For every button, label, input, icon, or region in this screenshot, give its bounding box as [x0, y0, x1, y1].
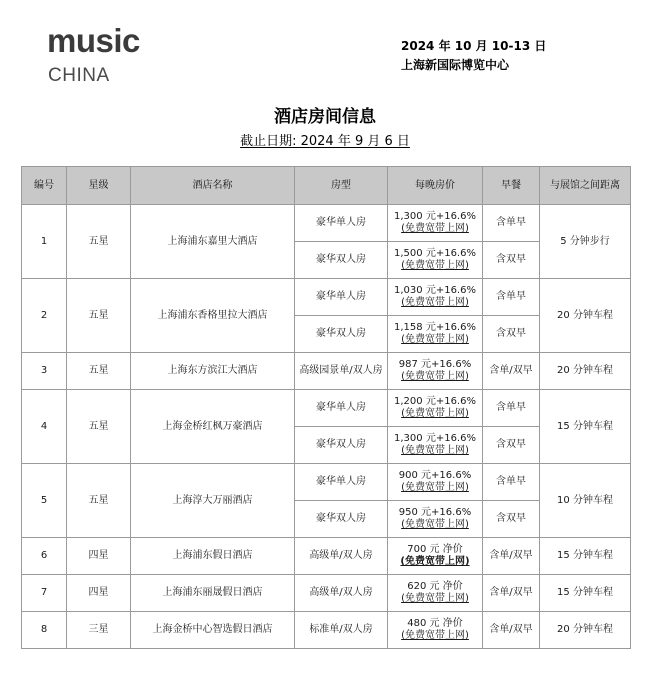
price-amount: 950 元+16.6% — [398, 507, 472, 518]
breakfast-cell: 含双早 — [483, 427, 540, 464]
hotel-id-cell: 8 — [22, 612, 67, 649]
hotel-name-cell: 上海金桥红枫万豪酒店 — [131, 390, 295, 464]
event-date: 2024 年 10 月 10-13 日 — [401, 39, 547, 53]
column-header-stars: 星级 — [67, 167, 131, 205]
table-row — [22, 390, 631, 427]
column-header-price: 每晚房价 — [388, 167, 483, 205]
table-row — [22, 612, 631, 649]
price-amount: 700 元 净价 — [407, 544, 463, 555]
room-price-cell — [388, 427, 483, 464]
room-type-cell: 豪华单人房 — [295, 390, 388, 427]
room-price-cell — [388, 501, 483, 538]
room-price-cell — [388, 612, 483, 649]
deadline-label: 截止日期: 2024 年 9 月 6 日 — [240, 134, 410, 149]
breakfast-cell: 含双早 — [483, 316, 540, 353]
deadline-text — [0, 133, 650, 151]
hotel-stars-cell: 五星 — [67, 390, 131, 464]
free-broadband-note: (免费宽带上网) — [401, 371, 469, 382]
column-header-distance: 与展馆之间距离 — [540, 167, 631, 205]
page-title: 酒店房间信息 — [274, 107, 376, 127]
column-header-breakfast: 早餐 — [483, 167, 540, 205]
table-row — [22, 353, 631, 390]
distance-cell: 5 分钟步行 — [540, 205, 631, 279]
room-price-cell — [388, 353, 483, 390]
hotel-name-cell: 上海浦东嘉里大酒店 — [131, 205, 295, 279]
room-type-cell: 豪华双人房 — [295, 427, 388, 464]
free-broadband-note: (免费宽带上网) — [401, 593, 469, 604]
free-broadband-note: (免费宽带上网) — [401, 334, 469, 345]
hotel-stars-cell: 五星 — [67, 353, 131, 390]
price-amount: 1,500 元+16.6% — [394, 248, 476, 259]
room-price-cell — [388, 575, 483, 612]
hotel-stars-cell: 五星 — [67, 279, 131, 353]
free-broadband-note: (免费宽带上网) — [401, 408, 469, 419]
room-type-cell: 豪华双人房 — [295, 242, 388, 279]
hotel-name-cell: 上海浦东丽晟假日酒店 — [131, 575, 295, 612]
breakfast-cell: 含单/双早 — [483, 575, 540, 612]
free-broadband-note: (免费宽带上网) — [401, 223, 469, 234]
hotel-name-cell: 上海淳大万丽酒店 — [131, 464, 295, 538]
room-price-cell — [388, 538, 483, 575]
price-amount: 1,300 元+16.6% — [394, 433, 476, 444]
table-row — [22, 538, 631, 575]
room-price-cell — [388, 242, 483, 279]
breakfast-cell: 含双早 — [483, 501, 540, 538]
distance-cell: 15 分钟车程 — [540, 575, 631, 612]
hotel-id-cell: 7 — [22, 575, 67, 612]
distance-cell: 20 分钟车程 — [540, 353, 631, 390]
price-amount: 1,300 元+16.6% — [394, 211, 476, 222]
room-type-cell: 豪华双人房 — [295, 316, 388, 353]
hotel-stars-cell: 五星 — [67, 205, 131, 279]
hotel-id-cell: 2 — [22, 279, 67, 353]
hotel-stars-cell: 三星 — [67, 612, 131, 649]
room-price-cell — [388, 316, 483, 353]
hotel-id-cell: 5 — [22, 464, 67, 538]
room-type-cell: 高级单/双人房 — [295, 575, 388, 612]
price-amount: 987 元+16.6% — [398, 359, 472, 370]
distance-cell: 10 分钟车程 — [540, 464, 631, 538]
room-price-cell — [388, 464, 483, 501]
column-header-room-type: 房型 — [295, 167, 388, 205]
table-header-row — [22, 167, 631, 205]
table-row — [22, 279, 631, 316]
breakfast-cell: 含单/双早 — [483, 353, 540, 390]
breakfast-cell: 含单早 — [483, 279, 540, 316]
room-price-cell — [388, 205, 483, 242]
room-type-cell: 豪华单人房 — [295, 279, 388, 316]
table-row — [22, 464, 631, 501]
distance-cell: 20 分钟车程 — [540, 612, 631, 649]
room-type-cell: 高级园景单/双人房 — [295, 353, 388, 390]
price-amount: 900 元+16.6% — [398, 470, 472, 481]
distance-cell: 15 分钟车程 — [540, 538, 631, 575]
room-type-cell: 标准单/双人房 — [295, 612, 388, 649]
brand-logo-subtitle: CHINA — [48, 65, 110, 86]
free-broadband-note: (免费宽带上网) — [401, 519, 469, 530]
free-broadband-note: (免费宽带上网) — [401, 297, 469, 308]
event-venue: 上海新国际博览中心 — [401, 58, 510, 72]
free-broadband-note: (免费宽带上网) — [400, 556, 470, 567]
hotel-table-body — [22, 205, 631, 649]
free-broadband-note: (免费宽带上网) — [401, 482, 469, 493]
hotel-stars-cell: 四星 — [67, 538, 131, 575]
column-header-id: 编号 — [22, 167, 67, 205]
hotel-id-cell: 1 — [22, 205, 67, 279]
breakfast-cell: 含单早 — [483, 390, 540, 427]
hotel-id-cell: 6 — [22, 538, 67, 575]
breakfast-cell: 含单早 — [483, 205, 540, 242]
hotel-name-cell: 上海浦东假日酒店 — [131, 538, 295, 575]
hotel-id-cell: 3 — [22, 353, 67, 390]
table-row — [22, 575, 631, 612]
breakfast-cell: 含单/双早 — [483, 612, 540, 649]
room-type-cell: 豪华单人房 — [295, 205, 388, 242]
price-amount: 1,158 元+16.6% — [394, 322, 476, 333]
price-amount: 480 元 净价 — [407, 618, 463, 629]
distance-cell: 20 分钟车程 — [540, 279, 631, 353]
hotel-table — [21, 166, 631, 649]
hotel-stars-cell: 五星 — [67, 464, 131, 538]
breakfast-cell: 含双早 — [483, 242, 540, 279]
hotel-name-cell: 上海东方滨江大酒店 — [131, 353, 295, 390]
price-amount: 1,030 元+16.6% — [394, 285, 476, 296]
room-price-cell — [388, 279, 483, 316]
free-broadband-note: (免费宽带上网) — [401, 260, 469, 271]
room-type-cell: 豪华双人房 — [295, 501, 388, 538]
hotel-name-cell: 上海金桥中心智选假日酒店 — [131, 612, 295, 649]
room-price-cell — [388, 390, 483, 427]
free-broadband-note: (免费宽带上网) — [401, 445, 469, 456]
column-header-hotel-name: 酒店名称 — [131, 167, 295, 205]
price-amount: 1,200 元+16.6% — [394, 396, 476, 407]
room-type-cell: 豪华单人房 — [295, 464, 388, 501]
breakfast-cell: 含单早 — [483, 464, 540, 501]
price-amount: 620 元 净价 — [407, 581, 463, 592]
table-row — [22, 205, 631, 242]
brand-logo: music — [47, 22, 140, 59]
free-broadband-note: (免费宽带上网) — [401, 630, 469, 641]
hotel-name-cell: 上海浦东香格里拉大酒店 — [131, 279, 295, 353]
hotel-id-cell: 4 — [22, 390, 67, 464]
room-type-cell: 高级单/双人房 — [295, 538, 388, 575]
distance-cell: 15 分钟车程 — [540, 390, 631, 464]
breakfast-cell: 含单/双早 — [483, 538, 540, 575]
hotel-stars-cell: 四星 — [67, 575, 131, 612]
